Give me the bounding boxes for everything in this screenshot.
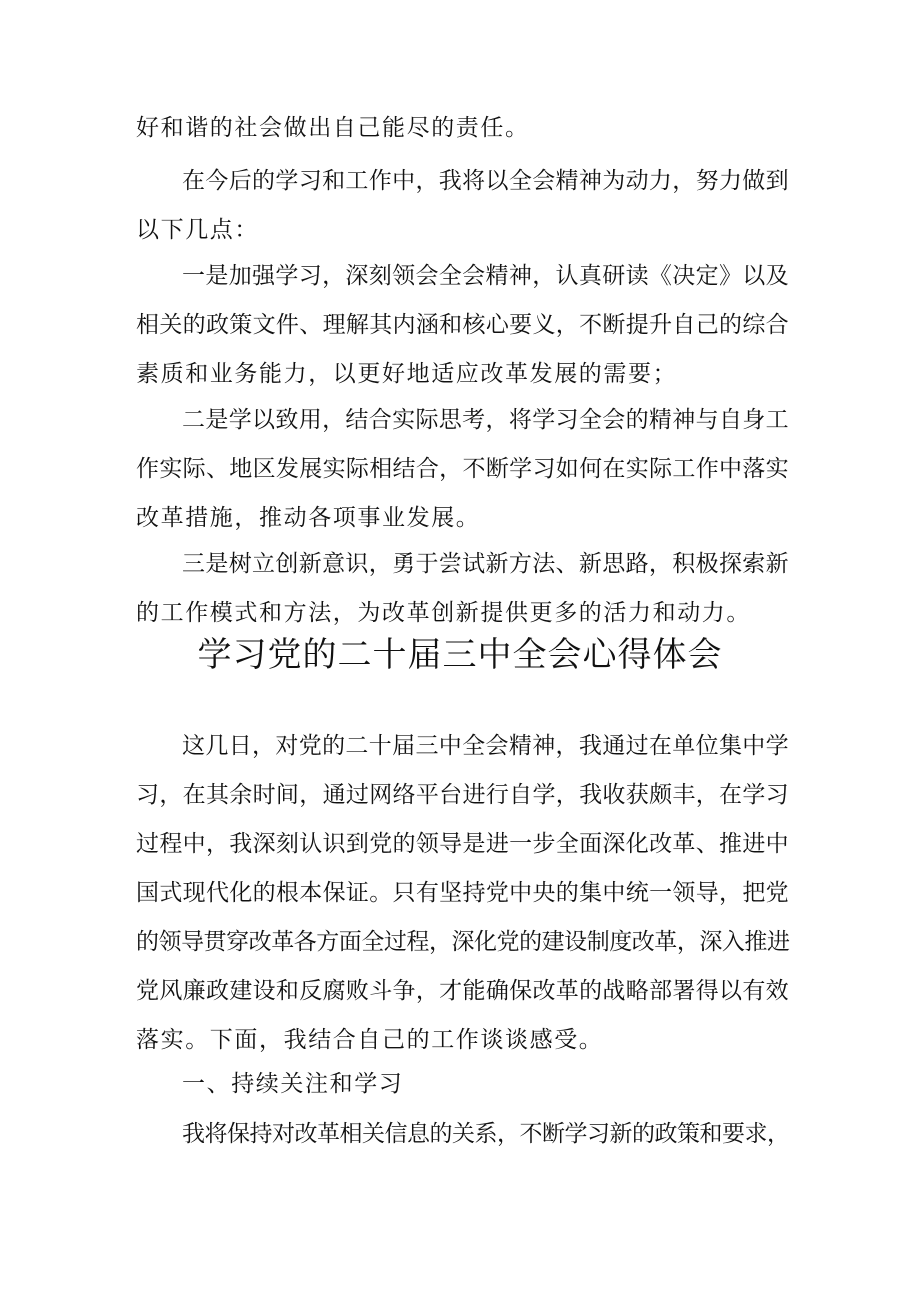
text-line: 习，在其余时间，通过网络平台进行自学，我收获颇丰，在学习 — [136, 782, 789, 808]
paragraph-section-one — [136, 1110, 792, 1159]
text-line: 以下几点： — [136, 217, 259, 243]
text-line: 落实。下面，我结合自己的工作谈谈感受。 — [136, 1027, 604, 1053]
text-line: 好和谐的社会做出自己能尽的责任。 — [136, 115, 530, 141]
section-heading — [136, 1060, 792, 1109]
document-title: 学习党的二十届三中全会心得体会 — [197, 635, 723, 675]
text-line: 国式现代化的根本保证。只有坚持党中央的集中统一领导，把党 — [136, 880, 789, 906]
text-line: 二是学以致用，结合实际思考，将学习全会的精神与自身工 — [182, 407, 789, 433]
heading-text: 一、持续关注和学习 — [182, 1071, 404, 1097]
text-line: 的工作模式和方法，为改革创新提供更多的活力和动力。 — [136, 600, 751, 626]
text-line: 党风廉政建设和反腐败斗争，才能确保改革的战略部署得以有效 — [136, 978, 789, 1004]
paragraph-point-one — [136, 252, 792, 399]
text-line: 相关的政策文件、理解其内涵和核心要义，不断提升自己的综合 — [136, 312, 789, 338]
text-line: 我将保持对改革相关信息的关系，不断学习新的政策和要求， — [182, 1121, 790, 1147]
text-line: 改革措施，推动各项事业发展。 — [136, 505, 481, 531]
paragraph-body-main — [136, 722, 792, 1065]
paragraph-point-two — [136, 396, 792, 543]
text-line: 一是加强学习，深刻领会全会精神，认真研读《决定》以及 — [182, 263, 789, 289]
text-line: 三是树立创新意识，勇于尝试新方法、新思路，积极探索新 — [182, 551, 789, 577]
paragraph-point-three — [136, 540, 792, 638]
text-line: 的领导贯穿改革各方面全过程，深化党的建设制度改革，深入推进 — [136, 929, 790, 955]
text-line: 过程中，我深刻认识到党的领导是进一步全面深化改革、推进中 — [136, 831, 789, 857]
paragraph-closing-sentence — [136, 104, 792, 153]
text-line: 在今后的学习和工作中，我将以全会精神为动力，努力做到 — [182, 168, 789, 194]
text-line: 这几日，对党的二十届三中全会精神，我通过在单位集中学 — [182, 733, 789, 759]
text-line: 素质和业务能力，以更好地适应改革发展的需要； — [136, 361, 678, 387]
text-line: 作实际、地区发展实际相结合，不断学习如何在实际工作中落实 — [136, 456, 789, 482]
paragraph-intro-points — [136, 157, 792, 255]
